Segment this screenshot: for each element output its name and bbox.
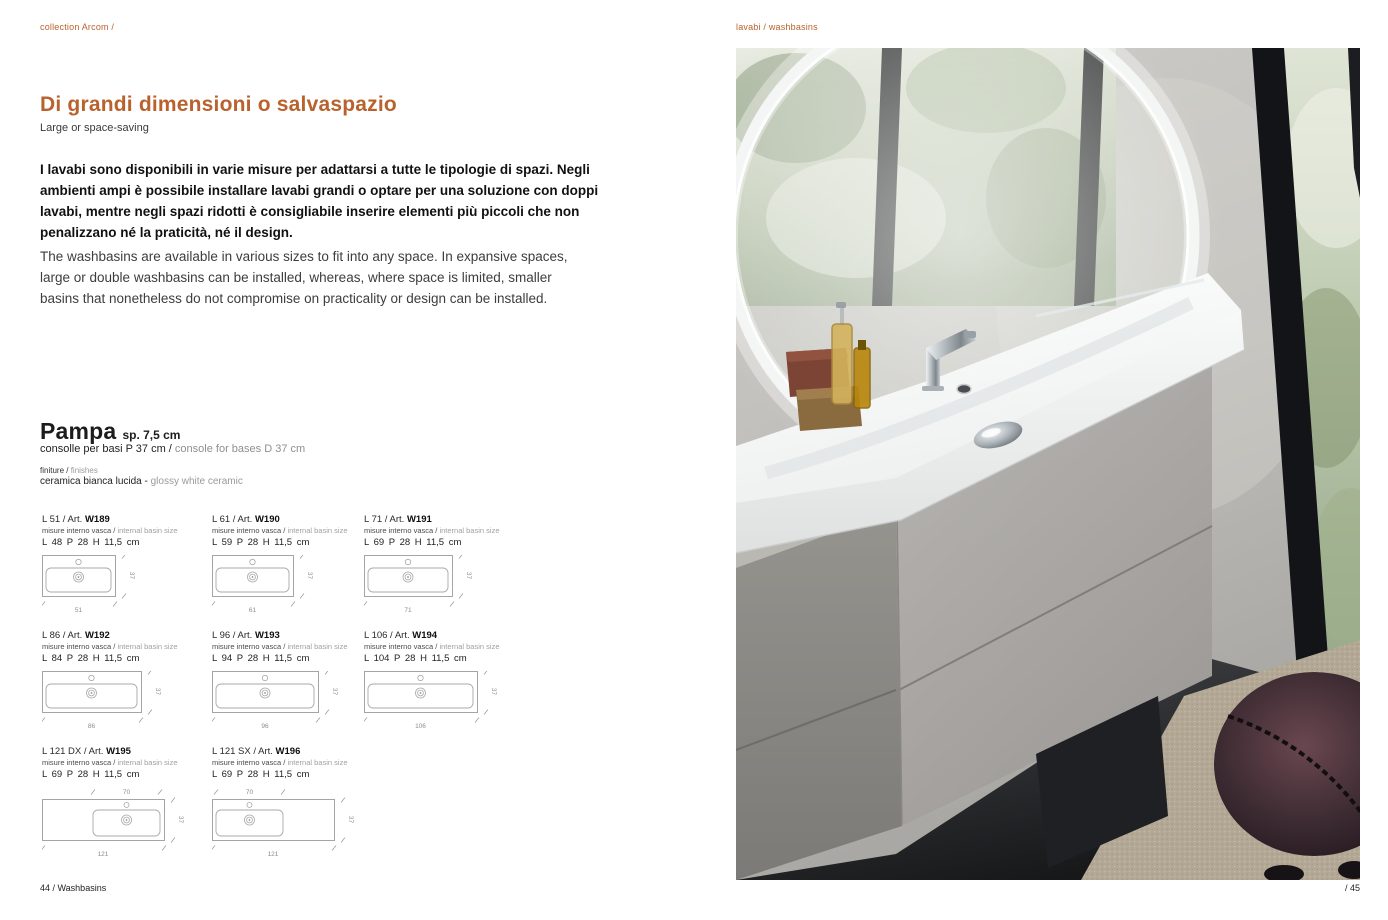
cabinet-side	[736, 510, 902, 880]
page-subtitle: Large or space-saving	[40, 122, 149, 134]
intro-paragraph-english: The washbasins are available in various sizes to fit into any space. In expansive spaces, large or double washbasins can be installed, whereas, where space is limited, smaller basins that nonetheless do not compromise on practicality or design can be installed.	[40, 249, 568, 306]
finishes-label-en: finishes	[70, 466, 98, 475]
technical-drawing	[42, 671, 212, 735]
spec-item-w193	[212, 630, 364, 746]
svg-text:121: 121	[97, 850, 109, 858]
svg-text:51: 51	[74, 606, 83, 614]
spec-code: L 106 / Art. W194	[364, 630, 438, 641]
breadcrumb: collection Arcom /	[40, 22, 115, 32]
svg-text:86: 86	[87, 722, 96, 730]
spec-size: L 69 P 28 H 11,5 cm	[42, 769, 140, 781]
spec-size: L 69 P 28 H 11,5 cm	[364, 537, 462, 549]
intro-paragraph-italian: I lavabi sono disponibili in varie misure per adattarsi a tutte le tipologie di spazi. Negli ambienti ampi è possibile installare lavabi grandi o optare per una soluzione con doppi lavabi, mentre negli spazi ridotti è consigliabile inserire elementi più piccoli che non penalizzano né la praticità, né il design.	[40, 162, 599, 240]
svg-text:70: 70	[122, 788, 131, 796]
spec-code: L 121 SX / Art. W196	[212, 746, 301, 757]
svg-text:37: 37	[177, 815, 184, 823]
spec-size: L 104 P 28 H 11,5 cm	[364, 653, 467, 665]
technical-drawing	[364, 555, 554, 619]
spec-grid	[42, 514, 554, 862]
svg-text:37: 37	[490, 687, 497, 695]
svg-text:37: 37	[465, 571, 472, 579]
spec-item-w191	[364, 514, 554, 630]
svg-text:96: 96	[261, 722, 269, 730]
spec-size: L 48 P 28 H 11,5 cm	[42, 537, 140, 549]
spec-note: misure interno vasca / internal basin size	[42, 526, 178, 536]
svg-text:37: 37	[347, 815, 354, 823]
spec-note: misure interno vasca / internal basin size	[364, 526, 500, 536]
technical-drawing	[42, 555, 212, 619]
spec-note: misure interno vasca / internal basin size	[42, 758, 178, 768]
spec-code: L 61 / Art. W190	[212, 514, 280, 525]
finishes-label	[40, 466, 98, 475]
spec-note: misure interno vasca / internal basin size	[212, 642, 348, 652]
console-note-it: consolle per basi P 37 cm /	[40, 443, 175, 455]
overflow-hole	[957, 385, 971, 394]
page-number-left: 44 / Washbasins	[40, 883, 107, 893]
spec-code: L 86 / Art. W192	[42, 630, 110, 641]
spec-item-w192	[42, 630, 212, 746]
spec-item-w195	[42, 746, 212, 862]
finish-value-en: glossy white ceramic	[150, 476, 243, 487]
bathroom-photo	[736, 48, 1360, 880]
product-heading	[40, 418, 180, 445]
svg-text:70: 70	[245, 788, 254, 796]
finish-value-it: ceramica bianca lucida -	[40, 476, 151, 487]
svg-text:37: 37	[128, 571, 135, 579]
spec-size: L 59 P 28 H 11,5 cm	[212, 537, 310, 549]
spec-note: misure interno vasca / internal basin size	[42, 642, 178, 652]
svg-text:37: 37	[331, 687, 338, 695]
svg-text:61: 61	[248, 606, 257, 614]
console-note	[40, 443, 305, 455]
spec-code: L 121 DX / Art. W195	[42, 746, 131, 757]
spec-code: L 51 / Art. W189	[42, 514, 110, 525]
pump-stem	[840, 306, 844, 326]
svg-text:37: 37	[154, 687, 161, 695]
svg-text:121: 121	[267, 850, 279, 858]
spec-code: L 71 / Art. W191	[364, 514, 432, 525]
product-thickness: sp. 7,5 cm	[122, 428, 181, 442]
product-name: Pampa	[40, 418, 117, 444]
finish-value	[40, 476, 243, 487]
page-title: Di grandi dimensioni o salvaspazio	[40, 93, 397, 116]
spec-size: L 84 P 28 H 11,5 cm	[42, 653, 140, 665]
spec-item-w196	[212, 746, 364, 862]
console-note-en: console for bases D 37 cm	[174, 443, 306, 455]
page-number-right: / 45	[1344, 883, 1360, 893]
spec-item-w189	[42, 514, 212, 630]
spec-note: misure interno vasca / internal basin size	[212, 758, 348, 768]
breadcrumb-right: lavabi / washbasins	[736, 22, 818, 32]
svg-text:106: 106	[415, 722, 426, 730]
technical-drawing	[42, 787, 212, 863]
technical-drawing	[212, 555, 364, 619]
technical-drawing	[212, 671, 364, 735]
spec-code: L 96 / Art. W193	[212, 630, 280, 641]
spec-item-w190	[212, 514, 364, 630]
finishes-label-it: finiture /	[40, 466, 71, 475]
technical-drawing	[212, 787, 364, 863]
svg-text:71: 71	[404, 606, 412, 614]
spec-item-w194	[364, 630, 554, 746]
spec-note: misure interno vasca / internal basin size	[212, 526, 348, 536]
spec-size: L 94 P 28 H 11,5 cm	[212, 653, 310, 665]
technical-drawing	[364, 671, 554, 735]
spec-size: L 69 P 28 H 11,5 cm	[212, 769, 310, 781]
spec-note: misure interno vasca / internal basin size	[364, 642, 500, 652]
svg-text:37: 37	[306, 571, 313, 579]
